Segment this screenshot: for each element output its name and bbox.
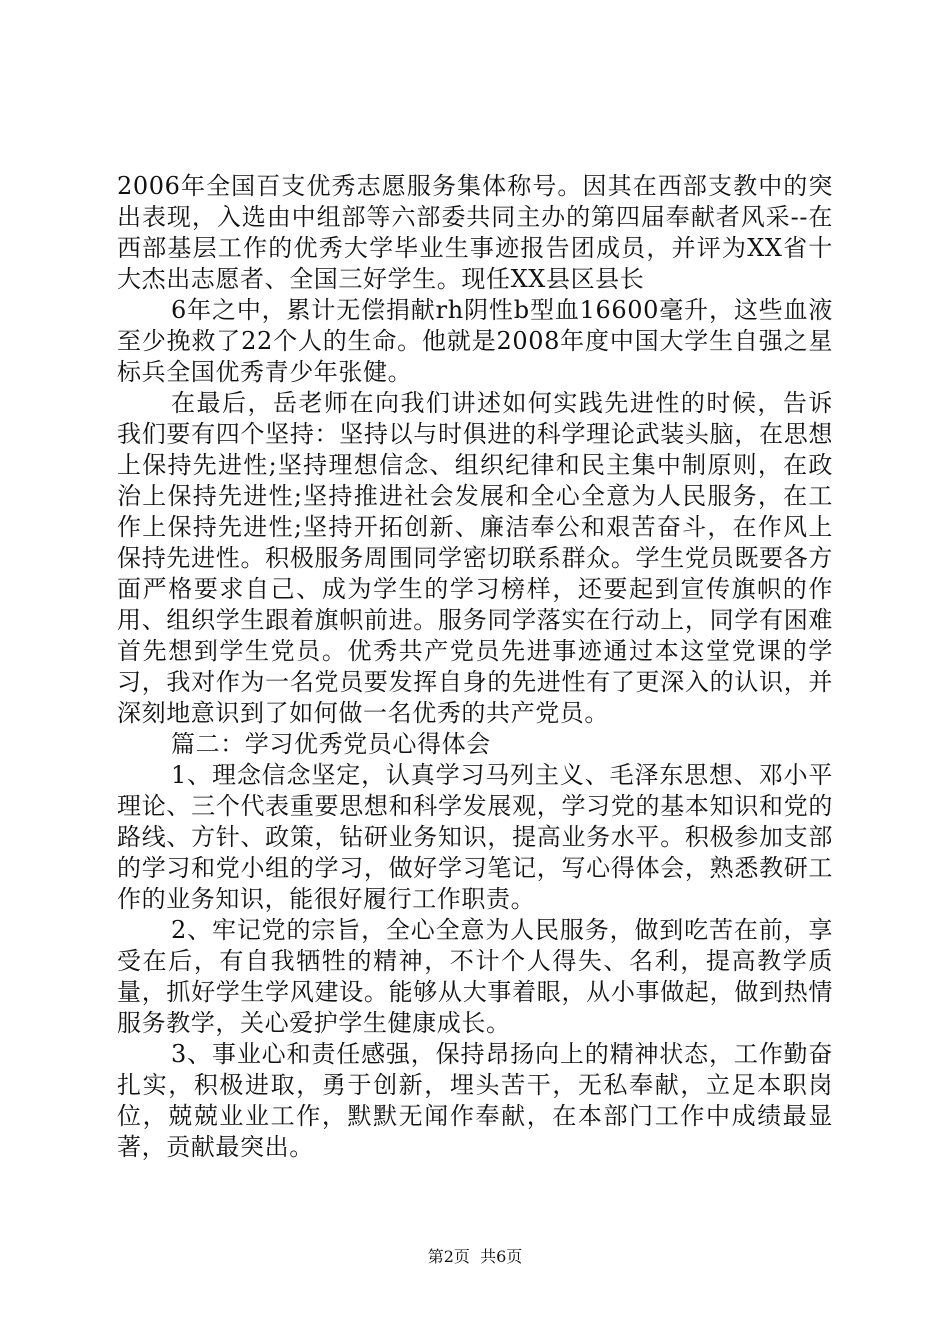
page-footer bbox=[0, 1244, 950, 1267]
paragraph-1: 2006年全国百支优秀志愿服务集体称号。因其在西部支教中的突出表现，入选由中组部等六部委共同主办的第四届奉献者风采--在西部基层工作的优秀大学毕业生事迹报告团成员，并评为XX省十大杰出志愿者、全国三好学生。现任XX县区县长 bbox=[117, 172, 833, 293]
page-total: 共6页 bbox=[480, 1247, 523, 1266]
document-body bbox=[117, 171, 833, 1163]
paragraph-2: 6年之中，累计无偿捐献rh阴性b型血16600毫升，这些血液至少挽救了22个人的生命。他就是2008年度中国大学生自强之星标兵全国优秀青少年张健。 bbox=[117, 296, 833, 386]
paragraph-item-1: 1、理念信念坚定，认真学习马列主义、毛泽东思想、邓小平理论、三个代表重要思想和科学发展观，学习党的基本知识和党的路线、方针、政策，钻研业务知识，提高业务水平。积极参加支部的学习和党小组的学习，做好学习笔记，写心得体会，熟悉教研工作的业务知识，能很好履行工作职责。 bbox=[117, 761, 833, 913]
section-heading: 篇二：学习优秀党员心得体会 bbox=[171, 730, 491, 758]
paragraph-3: 在最后，岳老师在向我们讲述如何实践先进性的时候，告诉我们要有四个坚持：坚持以与时俱进的科学理论武装头脑，在思想上保持先进性;坚持理想信念、组织纪律和民主集中制原则，在政治上保持先进性;坚持推进社会发展和全心全意为人民服务，在工作上保持先进性;坚持开拓创新、廉洁奉公和艰苦奋斗，在作风上保持先进性。积极服务周围同学密切联系群众。学生党员既要各方面严格要求自己、成为学生的学习榜样，还要起到宣传旗帜的作用、组织学生跟着旗帜前进。服务同学落实在行动上，同学有困难首先想到学生党员。优秀共产党员先进事迹通过本这堂党课的学习，我对作为一名党员要发挥自身的先进性有了更深入的认识，并深刻地意识到了如何做一名优秀的共产党员。 bbox=[117, 389, 833, 727]
paragraph-item-2: 2、牢记党的宗旨，全心全意为人民服务，做到吃苦在前，享受在后，有自我牺牲的精神，不计个人得失、名利，提高教学质量，抓好学生学风建设。能够从大事着眼，从小事做起，做到热情服务教学，关心爱护学生健康成长。 bbox=[117, 916, 833, 1037]
paragraph-item-3: 3、事业心和责任感强，保持昂扬向上的精神状态，工作勤奋扎实，积极进取，勇于创新，埋头苦干，无私奉献，立足本职岗位，兢兢业业工作，默默无闻作奉献，在本部门工作中成绩最显著，贡献最突出。 bbox=[117, 1040, 833, 1161]
page-number: 第2页 bbox=[427, 1247, 470, 1266]
